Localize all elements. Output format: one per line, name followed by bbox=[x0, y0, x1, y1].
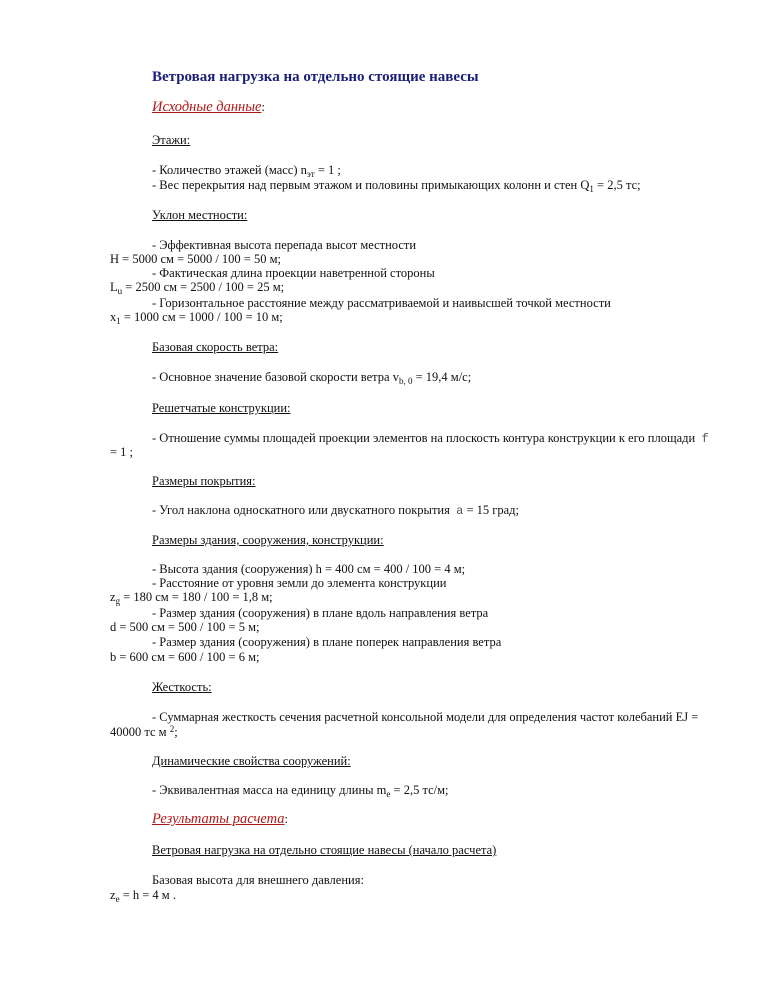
windward-length-label: - Фактическая длина проекции наветренной стороны bbox=[152, 266, 435, 280]
base-wind-speed-line: - Основное значение базовой скорости ветра $v_{b, 0} = 19,4$ м/с; bbox=[152, 370, 472, 386]
floor-weight-line: - Вес перекрытия над первым этажом и половины примыкающих колонн и стен $Q_1 = 2,5$ тс; bbox=[152, 178, 641, 194]
horizontal-distance-value: $x_1 = 1000$ см = 1000 / 100 = 10 м; bbox=[110, 310, 283, 326]
windward-length-value: $L_u = 2500$ см = 2500 / 100 = 25 м; bbox=[110, 280, 285, 296]
terrain-slope-heading: Уклон местности: bbox=[152, 208, 248, 222]
across-wind-size-label: - Размер здания (сооружения) в плане поперек направления ветра bbox=[152, 635, 502, 649]
height-diff-value: H = 5000 см = 5000 / 100 = 50 м; bbox=[110, 252, 281, 266]
base-wind-speed-heading: Базовая скорость ветра: bbox=[152, 340, 279, 354]
along-wind-size-label: - Размер здания (сооружения) в плане вдоль направления ветра bbox=[152, 606, 489, 620]
document-title: Ветровая нагрузка на отдельно стоящие навесы bbox=[152, 69, 479, 85]
across-wind-size-value: b = 600 см = 600 / 100 = 6 м; bbox=[110, 650, 260, 664]
lattice-heading: Решетчатые конструкции: bbox=[152, 401, 291, 415]
ground-distance-label: - Расстояние от уровня земли до элемента конструкции bbox=[152, 576, 447, 590]
roof-size-heading: Размеры покрытия: bbox=[152, 474, 256, 488]
ground-distance-value: $z_g = 180$ см = 180 / 100 = 1,8 м; bbox=[110, 590, 273, 606]
lattice-ratio-label: - Отношение суммы площадей проекции элементов на плоскость контура конструкции к его площади f bbox=[152, 431, 709, 446]
stiffness-value: 40000 тс м $^2$; bbox=[110, 724, 178, 739]
horizontal-distance-label: - Горизонтальное расстояние между рассматриваемой и наивысшей точкой местности bbox=[152, 296, 611, 310]
equivalent-mass-line: - Эквивалентная масса на единицу длины $m_e = 2,5$ тс/м; bbox=[152, 783, 449, 799]
lattice-ratio-value: = 1 ; bbox=[110, 445, 134, 459]
reference-height-value: $z_e = h = 4$ м . bbox=[110, 888, 176, 904]
floors-heading: Этажи: bbox=[152, 133, 191, 147]
results-subheading: Ветровая нагрузка на отдельно стоящие навесы (начало расчета) bbox=[152, 843, 497, 857]
dynamic-props-heading: Динамические свойства сооружений: bbox=[152, 754, 351, 768]
stiffness-label: - Суммарная жесткость сечения расчетной консольной модели для определения частот колебаний EJ = bbox=[152, 710, 699, 724]
building-dims-heading: Размеры здания, сооружения, конструкции: bbox=[152, 533, 384, 547]
stiffness-heading: Жесткость: bbox=[152, 680, 212, 694]
initial-data-heading: Исходные данные: bbox=[152, 99, 265, 115]
along-wind-size-value: d = 500 см = 500 / 100 = 5 м; bbox=[110, 620, 260, 634]
reference-height-label: Базовая высота для внешнего давления: bbox=[152, 873, 364, 887]
roof-angle-line: - Угол наклона односкатного или двускатного покрытия a = 15 град; bbox=[152, 503, 519, 518]
height-diff-label: - Эффективная высота перепада высот местности bbox=[152, 238, 417, 252]
results-heading: Результаты расчета: bbox=[152, 811, 289, 827]
building-height-line: - Высота здания (сооружения) h = 400 см = 400 / 100 = 4 м; bbox=[152, 562, 466, 576]
floors-count-line: - Количество этажей (масс) $n_{эт} = 1$ ; bbox=[152, 163, 341, 179]
